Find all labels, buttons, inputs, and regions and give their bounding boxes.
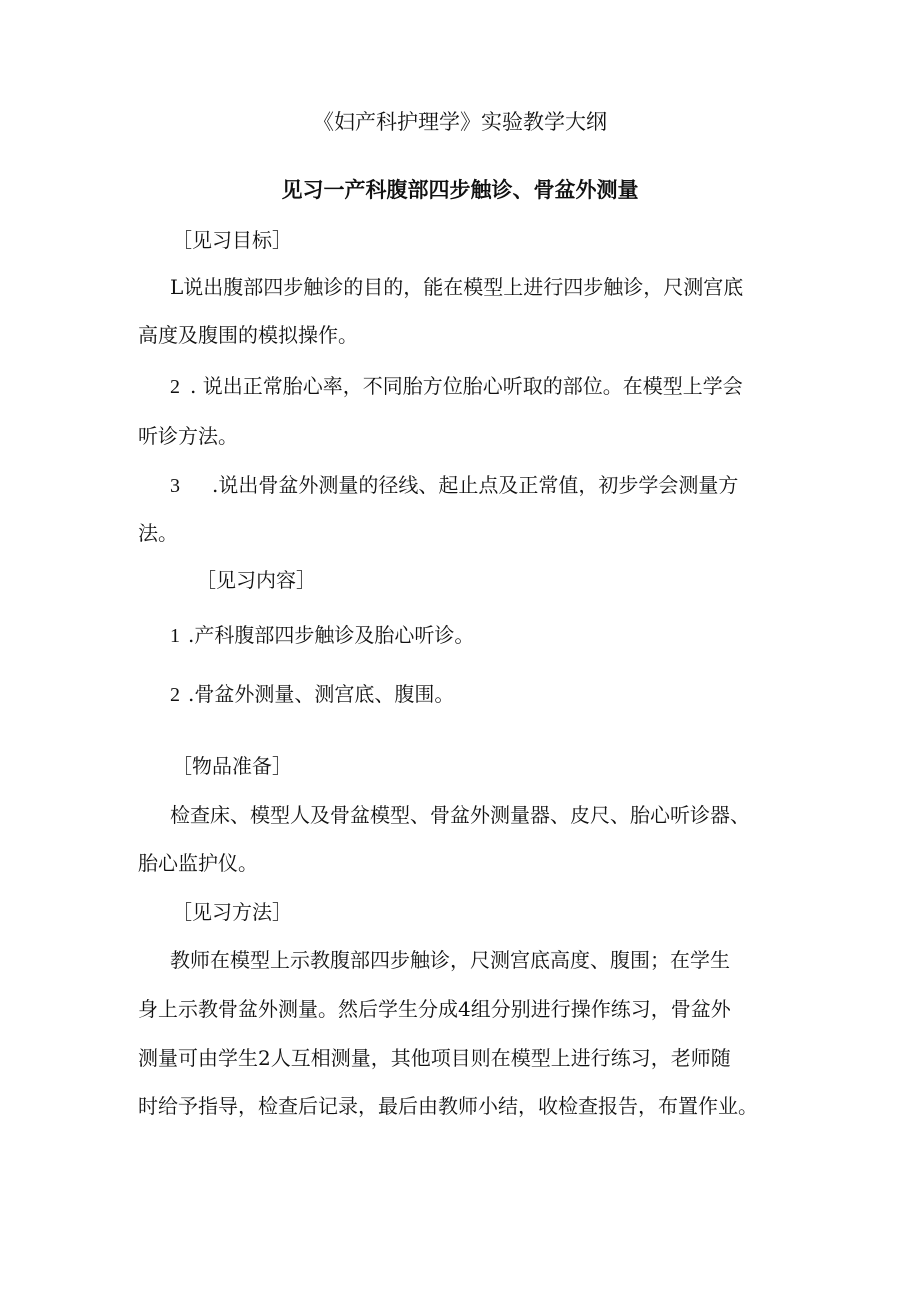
content-item-2 bbox=[170, 680, 454, 709]
methods-line-4: 时给予指导，检查后记录，最后由教师小结，收检查报告，布置作业。 bbox=[138, 1094, 758, 1118]
document-title: 《妇产科护理学》实验教学大纲 bbox=[313, 110, 607, 134]
methods-line-1: 教师在模型上示教腹部四步触诊，尺测宫底高度、腹围；在学生 bbox=[170, 948, 730, 972]
content-item-1-text: .产科腹部四步触诊及胎心听诊。 bbox=[188, 623, 475, 647]
section-title: 见习一产科腹部四步触诊、骨盆外测量 bbox=[281, 177, 639, 202]
methods-line-2: 身上示教骨盆外测量。然后学生分成4组分别进行操作练习，骨盆外 bbox=[138, 997, 731, 1021]
objective-3-line-2: 法。 bbox=[138, 521, 178, 545]
content-item-2-text: .骨盆外测量、测宫底、腹围。 bbox=[188, 682, 455, 706]
content-item-1 bbox=[170, 621, 474, 650]
materials-line-2: 胎心监护仪。 bbox=[138, 851, 258, 875]
materials-line-1: 检查床、模型人及骨盆模型、骨盆外测量器、皮尺、胎心听诊器、 bbox=[170, 803, 750, 827]
objective-3-line-1 bbox=[170, 471, 738, 500]
objective-3-text: .说出骨盆外测量的径线、起止点及正常值，初步学会测量方 bbox=[212, 473, 739, 497]
methods-line-3: 测量可由学生2人互相测量，其他项目则在模型上进行练习，老师随 bbox=[138, 1046, 731, 1070]
objective-1-line-1: L说出腹部四步触诊的目的，能在模型上进行四步触诊，尺测宫底 bbox=[170, 275, 744, 299]
objective-2-text: . 说出正常胎心率，不同胎方位胎心听取的部位。在模型上学会 bbox=[190, 374, 743, 398]
objective-2-line-1 bbox=[170, 372, 743, 401]
objective-1-line-2: 高度及腹围的模拟操作。 bbox=[138, 323, 358, 347]
objective-2-number: 2 bbox=[170, 376, 180, 398]
materials-heading: ［物品准备］ bbox=[172, 754, 292, 778]
methods-heading: ［见习方法］ bbox=[172, 900, 292, 924]
content-item-2-number: 2 bbox=[170, 684, 180, 706]
content-item-1-number: 1 bbox=[170, 625, 180, 647]
objective-3-number: 3 bbox=[170, 475, 180, 497]
objectives-heading: ［见习目标］ bbox=[172, 228, 292, 252]
objective-2-line-2: 听诊方法。 bbox=[138, 424, 238, 448]
content-heading: ［见习内容］ bbox=[196, 568, 316, 592]
